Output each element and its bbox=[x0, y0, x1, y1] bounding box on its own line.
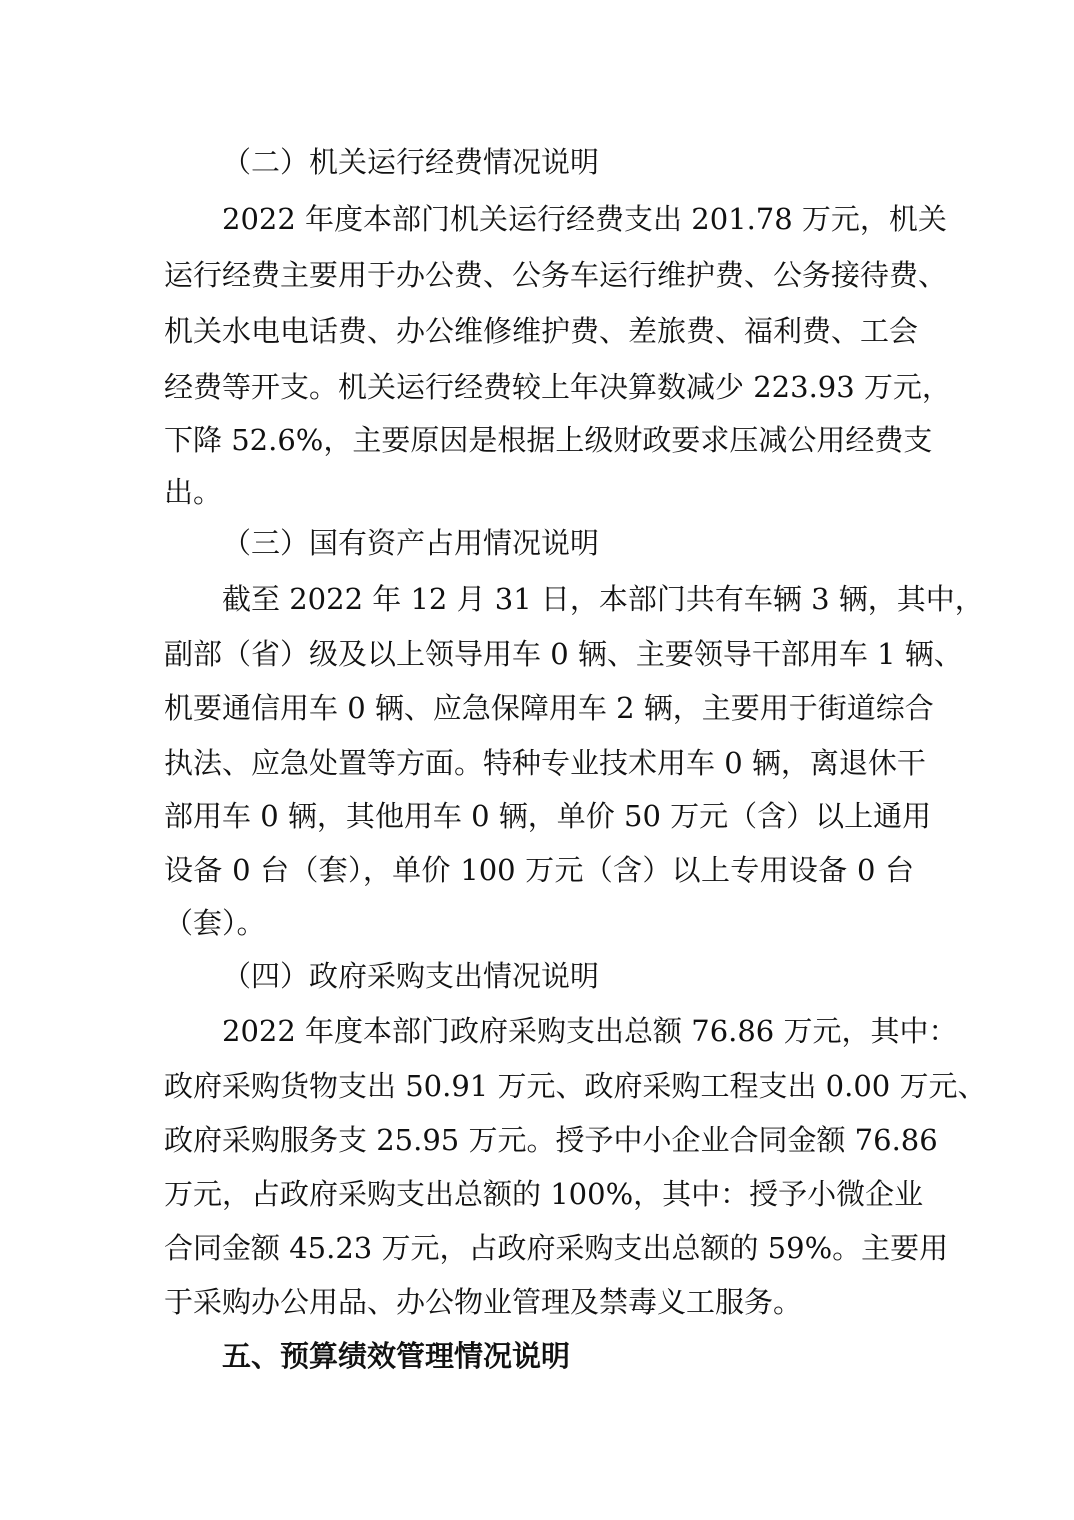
section-title-performance-management: 五、预算绩效管理情况说明 bbox=[222, 1339, 571, 1373]
paragraph-line: 于采购办公用品、办公物业管理及禁毒义工服务。 bbox=[164, 1285, 803, 1319]
paragraph-line: 政府采购服务支 25.95 万元。授予中小企业合同金额 76.86 bbox=[164, 1123, 938, 1157]
paragraph-line: 机关水电电话费、办公维修维护费、差旅费、福利费、工会 bbox=[164, 314, 919, 348]
paragraph-line: 万元，占政府采购支出总额的 100%，其中：授予小微企业 bbox=[164, 1177, 924, 1211]
paragraph-line: 截至 2022 年 12 月 31 日，本部门共有车辆 3 辆，其中， bbox=[222, 582, 984, 616]
paragraph-line: （套）。 bbox=[164, 906, 266, 940]
paragraph-line: 政府采购货物支出 50.91 万元、政府采购工程支出 0.00 万元、 bbox=[164, 1069, 987, 1103]
section-heading-government-procurement: （四）政府采购支出情况说明 bbox=[222, 959, 600, 993]
paragraph-line: 运行经费主要用于办公费、公务车运行维护费、公务接待费、 bbox=[164, 258, 948, 292]
section-heading-operating-expenses: （二）机关运行经费情况说明 bbox=[222, 145, 600, 179]
paragraph-line: 执法、应急处置等方面。特种专业技术用车 0 辆，离退休干 bbox=[164, 746, 926, 780]
section-heading-state-assets: （三）国有资产占用情况说明 bbox=[222, 526, 600, 560]
paragraph-line: 机要通信用车 0 辆、应急保障用车 2 辆，主要用于街道综合 bbox=[164, 691, 934, 725]
paragraph-line: 出。 bbox=[164, 475, 223, 509]
paragraph-line: 2022 年度本部门政府采购支出总额 76.86 万元，其中： bbox=[222, 1014, 958, 1048]
paragraph-line: 合同金额 45.23 万元，占政府采购支出总额的 59%。主要用 bbox=[164, 1231, 949, 1265]
paragraph-line: 副部（省）级及以上领导用车 0 辆、主要领导干部用车 1 辆、 bbox=[164, 637, 963, 671]
paragraph-line: 经费等开支。机关运行经费较上年决算数减少 223.93 万元， bbox=[164, 370, 951, 404]
paragraph-line: 下降 52.6%，主要原因是根据上级财政要求压减公用经费支 bbox=[164, 423, 933, 457]
paragraph-line: 设备 0 台（套），单价 100 万元（含）以上专用设备 0 台 bbox=[164, 853, 914, 887]
paragraph-line: 部用车 0 辆，其他用车 0 辆，单价 50 万元（含）以上通用 bbox=[164, 799, 932, 833]
paragraph-line: 2022 年度本部门机关运行经费支出 201.78 万元，机关 bbox=[222, 202, 947, 236]
